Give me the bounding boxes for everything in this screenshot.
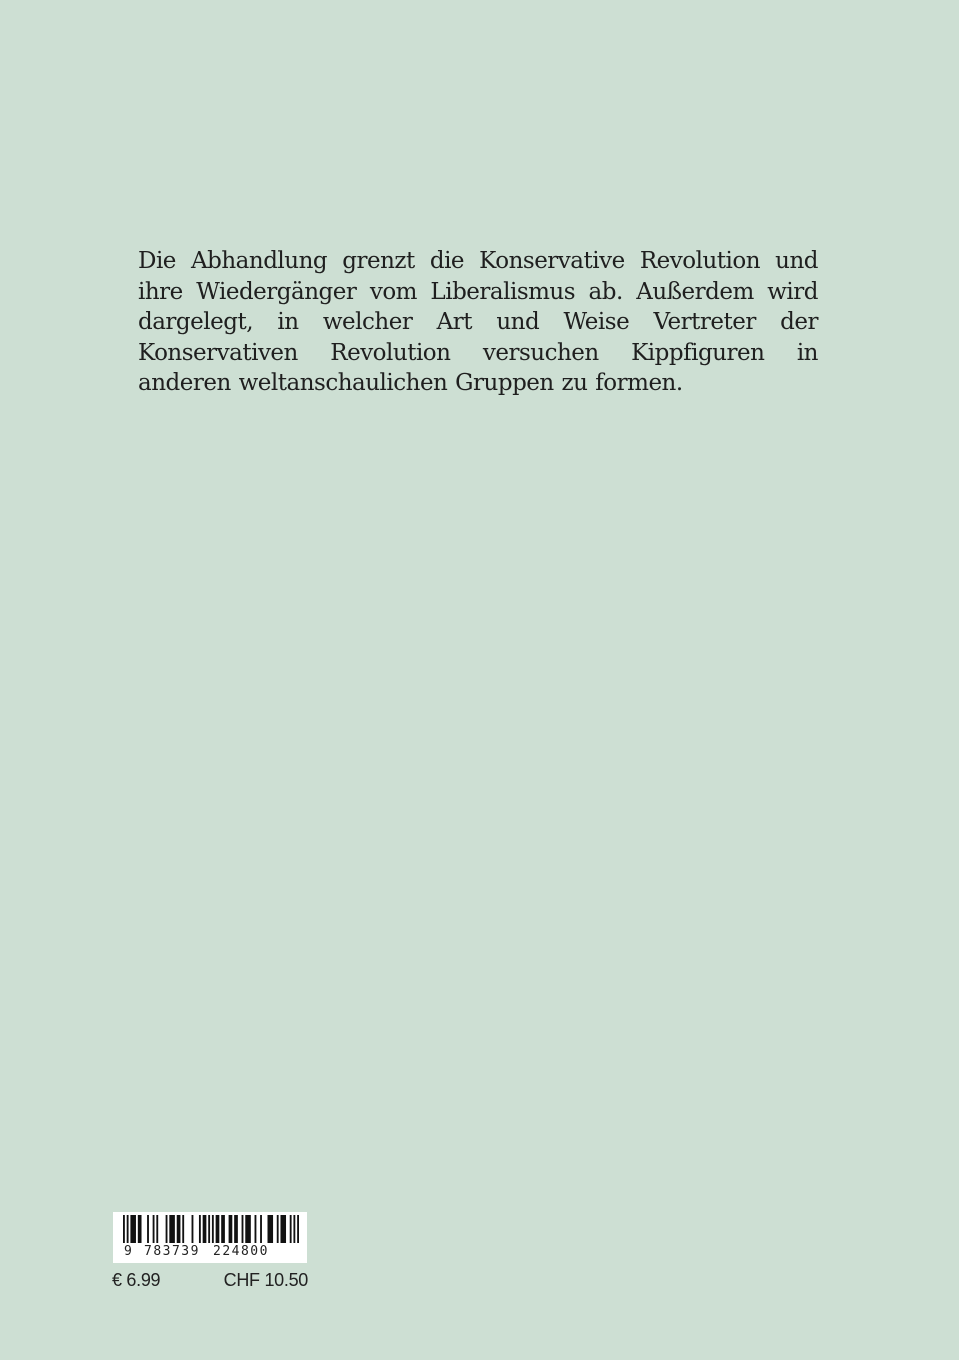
isbn-right-group: 224800 <box>213 1244 269 1259</box>
barcode-bar-28 <box>293 1215 295 1243</box>
barcode-bar-24 <box>268 1215 274 1243</box>
barcode-bars <box>123 1215 299 1243</box>
barcode-bar-10 <box>182 1215 184 1243</box>
isbn-barcode <box>113 1212 307 1263</box>
barcode-bar-6 <box>156 1215 158 1243</box>
barcode-bar-14 <box>208 1215 210 1243</box>
barcode-bar-3 <box>138 1215 142 1243</box>
barcode-bar-16 <box>216 1215 220 1243</box>
barcode-bar-8 <box>169 1215 175 1243</box>
barcode-bar-7 <box>166 1215 168 1243</box>
barcode-bar-27 <box>290 1215 292 1243</box>
barcode-bar-1 <box>127 1215 129 1243</box>
price-chf: CHF 10.50 <box>223 1270 308 1290</box>
barcode-bar-29 <box>297 1215 299 1243</box>
barcode-bar-9 <box>177 1215 181 1243</box>
barcode-bar-23 <box>260 1215 262 1243</box>
blurb-text: Die Abhandlung grenzt die Konservative Revolution und ihre Wiedergänger vom Liberalismus ab. Außerdem wird dargelegt, in welcher Art und Weise Vertreter der Konservativen Revolution versuchen Kippfiguren in anderen weltanschaulichen Gruppen zu formen. <box>138 248 818 396</box>
barcode-bar-18 <box>229 1215 233 1243</box>
barcode-bar-15 <box>212 1215 214 1243</box>
price-line <box>112 1270 308 1294</box>
isbn-first-digit: 9 <box>124 1244 132 1259</box>
barcode-bar-19 <box>234 1215 238 1243</box>
barcode-bar-21 <box>245 1215 251 1243</box>
barcode-bar-17 <box>221 1215 225 1243</box>
barcode-bar-13 <box>203 1215 207 1243</box>
barcode-bar-11 <box>192 1215 194 1243</box>
barcode-bar-25 <box>277 1215 279 1243</box>
barcode-bar-20 <box>242 1215 244 1243</box>
isbn-left-group: 783739 <box>144 1244 200 1259</box>
isbn-number <box>113 1243 307 1261</box>
barcode-bar-22 <box>255 1215 257 1243</box>
barcode-bar-0 <box>123 1215 125 1243</box>
barcode-bar-26 <box>280 1215 286 1243</box>
barcode-bar-5 <box>153 1215 155 1243</box>
barcode-bar-12 <box>199 1215 201 1243</box>
price-eur: € 6.99 <box>112 1270 161 1290</box>
barcode-bar-4 <box>147 1215 149 1243</box>
barcode-bar-2 <box>130 1215 136 1243</box>
